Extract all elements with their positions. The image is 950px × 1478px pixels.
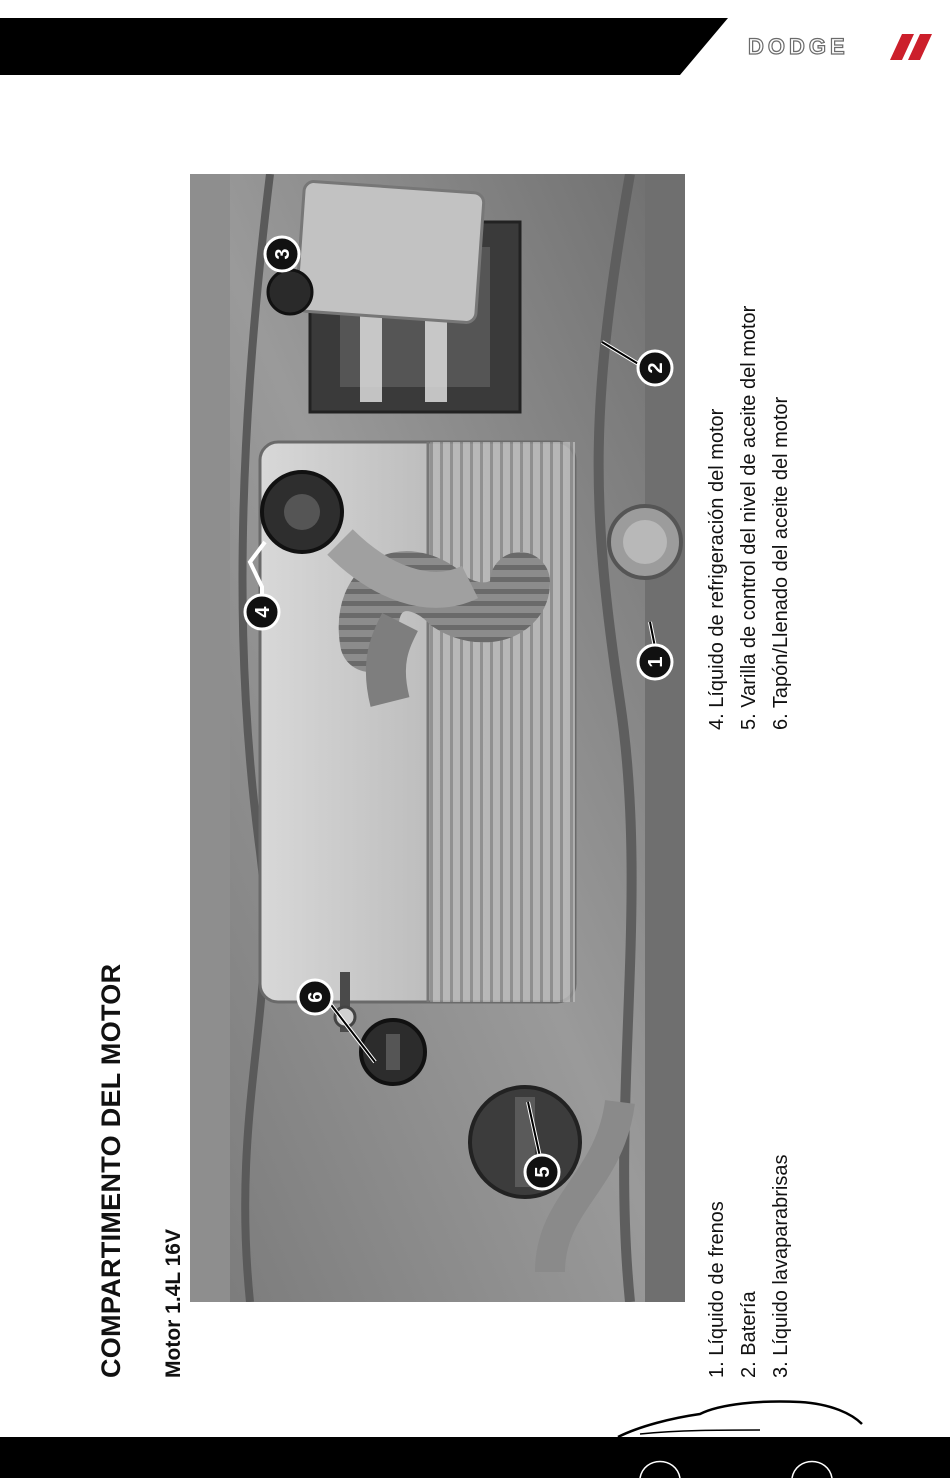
legend-list-left <box>702 1155 798 1379</box>
svg-text:1: 1 <box>645 656 667 668</box>
car-silhouette-icon <box>618 1402 862 1438</box>
legend-list-right <box>702 306 798 730</box>
brand-logo-text: DODGE <box>748 34 849 59</box>
legend-item: 5. Varilla de control del nivel de aceite del motor <box>738 305 760 730</box>
svg-text:2: 2 <box>645 362 667 374</box>
svg-text:6: 6 <box>305 991 327 1003</box>
svg-text:3: 3 <box>272 248 294 260</box>
page-title: COMPARTIMENTO DEL MOTOR <box>96 963 126 1378</box>
svg-text:5: 5 <box>532 1166 554 1178</box>
svg-text:4: 4 <box>252 606 274 618</box>
legend-item: 4. Líquido de refrigeración del motor <box>706 408 728 730</box>
bottom-banner <box>0 1400 950 1478</box>
legend-item: 1. Líquido de frenos <box>706 1201 728 1378</box>
callout-3 <box>265 237 299 272</box>
legend-item: 2. Batería <box>738 1291 760 1378</box>
engine-compartment-photo <box>190 174 685 1302</box>
legend-item: 3. Líquido lavaparabrisas <box>770 1154 792 1378</box>
legend-item: 6. Tapón/Llenado del aceite del motor <box>770 396 792 730</box>
engine-label: Motor 1.4L 16V <box>162 1229 185 1378</box>
